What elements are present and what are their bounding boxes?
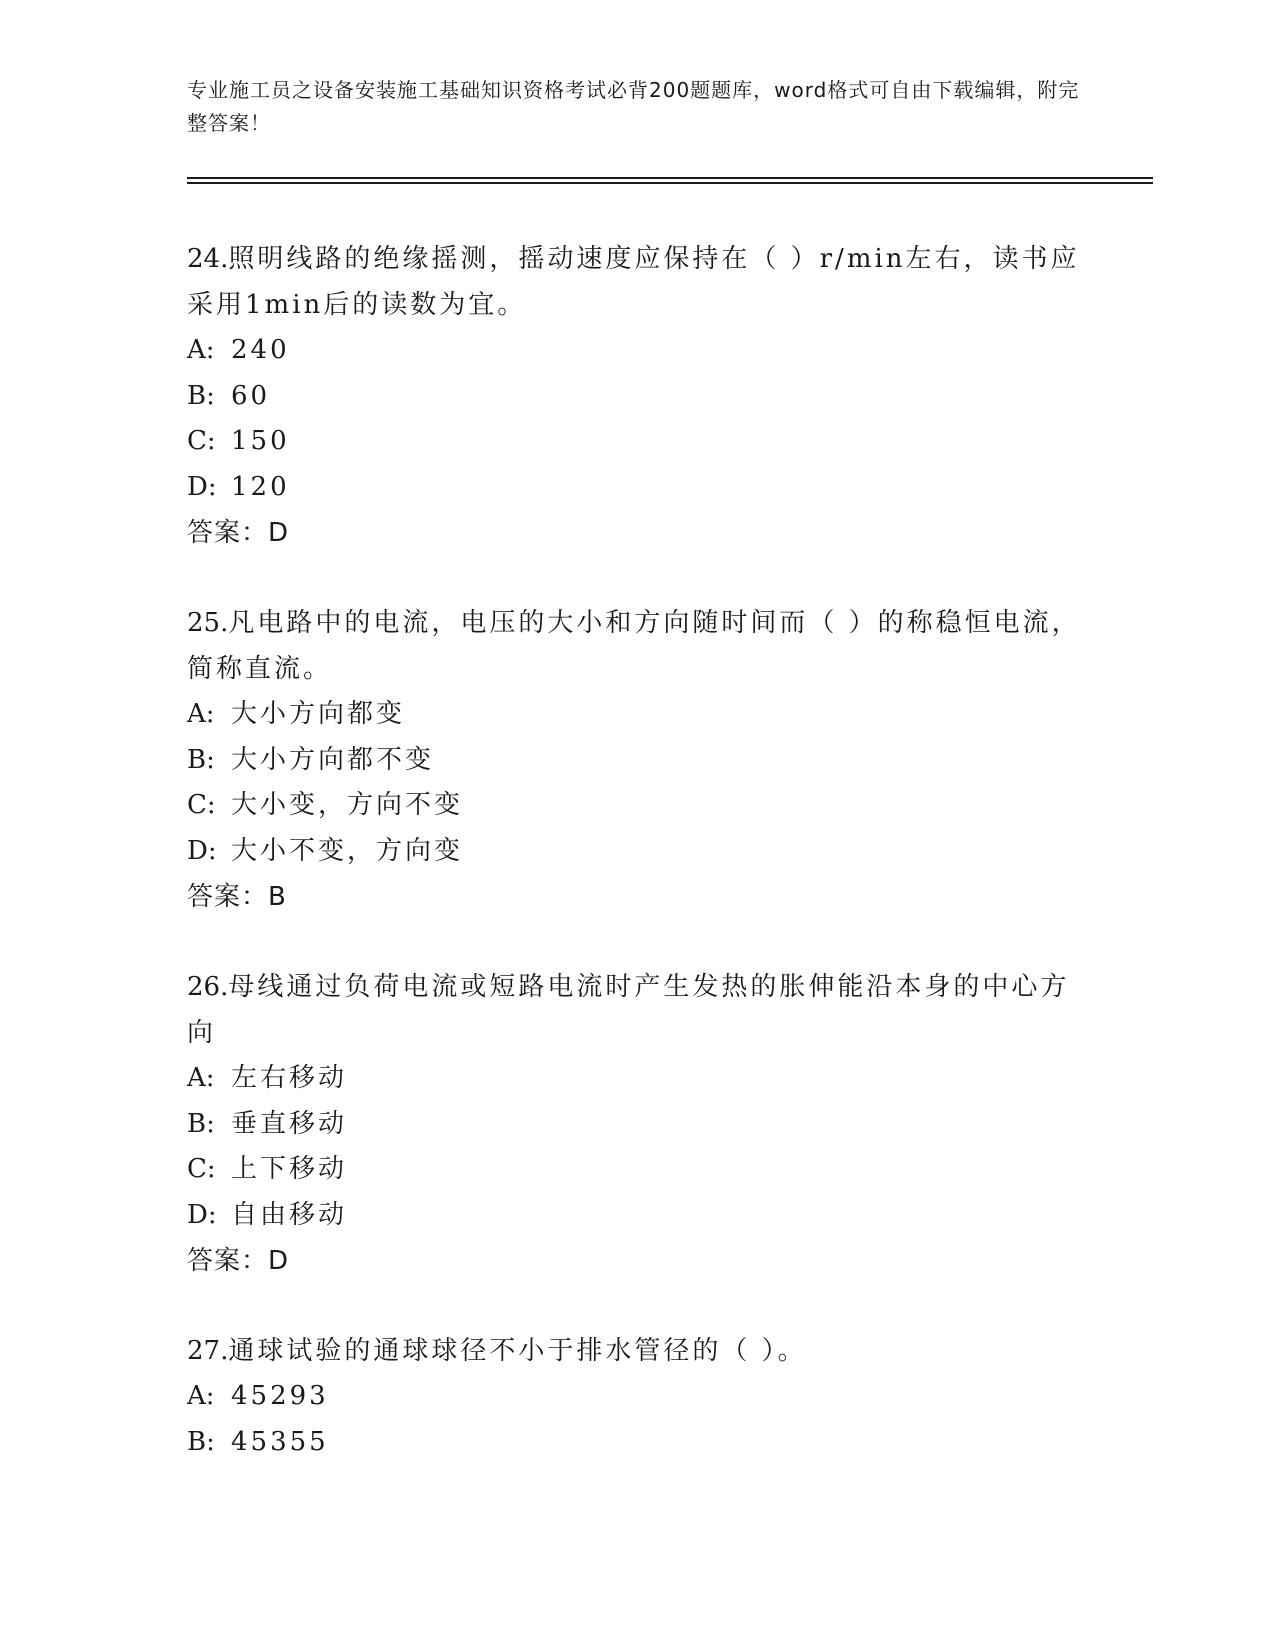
option-a xyxy=(187,328,1087,374)
question-text xyxy=(187,600,1087,692)
option-text: 垂直移动 xyxy=(231,1108,348,1139)
option-text: 150 xyxy=(231,426,290,456)
document-header xyxy=(187,74,1087,140)
option-letter: A: xyxy=(187,699,215,729)
option-d xyxy=(187,465,1087,511)
option-text: 240 xyxy=(231,335,290,365)
option-letter: B: xyxy=(187,380,215,411)
question-number: 27. xyxy=(187,1336,229,1366)
option-text: 大小不变，方向变 xyxy=(231,835,464,866)
option-text: 上下移动 xyxy=(231,1154,348,1184)
option-text: 120 xyxy=(231,471,290,502)
question-list xyxy=(187,236,1087,1509)
question-stem: 通球试验的通球球径不小于排水管径的（ ）。 xyxy=(228,1336,807,1366)
option-a xyxy=(187,1056,1087,1102)
option-letter: C: xyxy=(187,790,216,820)
question-stem: 照明线路的绝缘摇测，摇动速度应保持在（ ）r/min左右，读书应采用1min后的读数为宜。 xyxy=(187,244,1080,320)
question-text xyxy=(187,964,1087,1056)
header-text: 专业施工员之设备安装施工基础知识资格考试必背200题题库，word格式可自由下载编辑，附完整答案！ xyxy=(187,78,1080,135)
answer-line: 答案：D xyxy=(187,518,290,548)
option-b xyxy=(187,738,1087,784)
option-c xyxy=(187,419,1087,465)
option-letter: D: xyxy=(187,471,217,502)
option-b xyxy=(187,1420,1087,1466)
header-divider-top xyxy=(187,177,1153,179)
question-number: 26. xyxy=(187,972,229,1002)
question-text xyxy=(187,1328,1087,1374)
question-number: 25. xyxy=(187,608,229,638)
option-letter: D: xyxy=(187,1199,217,1230)
option-text: 大小方向都变 xyxy=(231,699,406,729)
option-b xyxy=(187,1102,1087,1148)
option-a xyxy=(187,1374,1087,1420)
answer-line: 答案：D xyxy=(187,1246,290,1276)
option-text: 大小变，方向不变 xyxy=(231,790,464,820)
option-text: 60 xyxy=(231,380,271,411)
option-letter: C: xyxy=(187,426,216,456)
option-letter: B: xyxy=(187,1108,215,1139)
option-letter: D: xyxy=(187,835,217,866)
question-stem: 凡电路中的电流，电压的大小和方向随时间而（ ）的称稳恒电流，简称直流。 xyxy=(187,608,1081,684)
option-letter: B: xyxy=(187,744,215,775)
question-27 xyxy=(187,1328,1087,1465)
header-divider-bottom xyxy=(187,182,1153,184)
option-letter: A: xyxy=(187,335,215,365)
option-text: 自由移动 xyxy=(231,1199,348,1230)
question-number: 24. xyxy=(187,244,229,274)
option-b xyxy=(187,374,1087,420)
question-25 xyxy=(187,600,1087,920)
option-text: 45355 xyxy=(231,1426,329,1457)
option-letter: A: xyxy=(187,1381,215,1411)
question-text xyxy=(187,236,1087,328)
option-letter: B: xyxy=(187,1426,215,1457)
option-letter: A: xyxy=(187,1063,215,1093)
question-26 xyxy=(187,964,1087,1284)
option-text: 45293 xyxy=(231,1381,329,1411)
option-c xyxy=(187,1147,1087,1193)
option-text: 大小方向都不变 xyxy=(231,744,435,775)
answer-line: 答案：B xyxy=(187,882,287,912)
question-24 xyxy=(187,236,1087,556)
option-d xyxy=(187,829,1087,875)
question-stem: 母线通过负荷电流或短路电流时产生发热的胀伸能沿本身的中心方向 xyxy=(187,972,1070,1048)
option-text: 左右移动 xyxy=(231,1063,348,1093)
option-d xyxy=(187,1193,1087,1239)
option-letter: C: xyxy=(187,1154,216,1184)
option-c xyxy=(187,783,1087,829)
option-a xyxy=(187,692,1087,738)
